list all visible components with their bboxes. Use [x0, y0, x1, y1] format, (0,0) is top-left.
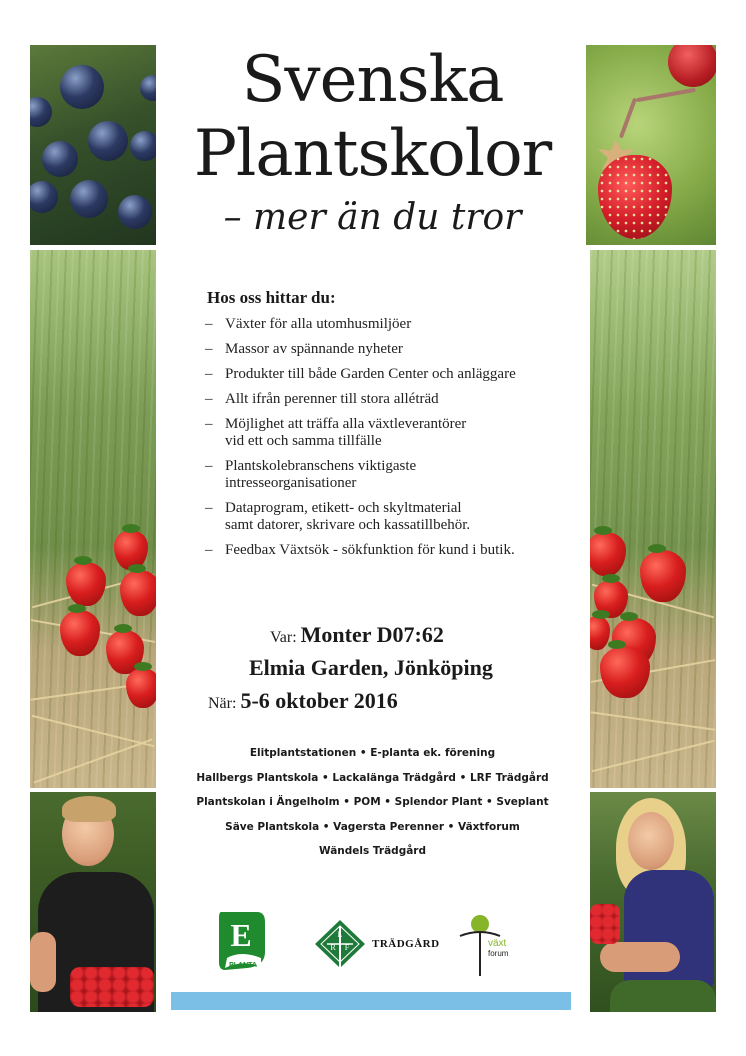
exhibitor-list: [170, 741, 575, 864]
list-item: – Allt ifrån perenner till stora alléträd: [205, 391, 439, 407]
list-item: – Massor av spännande nyheter: [205, 341, 403, 357]
exhibitor-line: Elitplantstationen • E-planta ek. förening: [249, 747, 496, 759]
eplanta-logo-icon: [217, 908, 267, 972]
svg-text:F: F: [344, 943, 350, 952]
woman-eating-strawberry-photo: [590, 792, 716, 1012]
dates-value: 5-6 oktober 2016: [240, 688, 398, 713]
svg-text:E: E: [230, 917, 252, 953]
when-label: När:: [208, 695, 237, 712]
event-venue: [249, 655, 493, 681]
lrf-logo-icon: [313, 918, 367, 970]
svg-text:växt: växt: [488, 938, 507, 949]
title-line-1: Svenska: [241, 43, 504, 117]
list-item: – Växter för alla utomhusmiljöer: [205, 316, 412, 332]
features-heading: Hos oss hittar du:: [207, 288, 336, 307]
exhibitor-line: Säve Plantskola • Vagersta Perenner • Växtforum: [225, 820, 520, 833]
event-dates: [208, 688, 398, 714]
grass-strawberries-photo-right: [590, 250, 716, 788]
venue-name: Elmia Garden, Jönköping: [249, 655, 493, 680]
svg-text:PLANTA: PLANTA: [229, 962, 257, 969]
booth-number: Monter D07:62: [300, 622, 444, 647]
grass-strawberries-photo-left: [30, 250, 156, 788]
list-item: – Feedbax Växtsök - sökfunktion för kund i butik.: [205, 542, 515, 558]
list-item: – Produkter till både Garden Center och anläggare: [205, 366, 516, 382]
exhibitor-line: Hallbergs Plantskola • Lackalänga Trädgård • LRF Trädgård: [196, 771, 549, 784]
svg-text:forum: forum: [488, 949, 509, 958]
svg-text:R: R: [330, 943, 336, 952]
wild-strawberry-photo: [586, 45, 716, 245]
subtitle: – mer än du tror: [223, 197, 522, 238]
list-item: – Möjlighet att träffa alla växtleverantörer vid ett och samma tillfälle: [205, 416, 467, 449]
accent-bar: [171, 992, 571, 1010]
features-list: [205, 316, 575, 567]
event-booth: [270, 622, 444, 648]
list-item: – Plantskolebranschens viktigaste intresseorganisationer: [205, 458, 417, 491]
vaxtforum-logo-icon: [458, 912, 518, 978]
where-label: Var:: [270, 629, 297, 646]
exhibitor-line: Wändels Trädgård: [319, 845, 426, 857]
exhibitor-line: Plantskolan i Ängelholm • POM • Splendor Plant • Sveplant: [196, 796, 549, 808]
lrf-tradgard-text: TRÄDGÅRD: [372, 938, 440, 950]
svg-text:L: L: [337, 930, 343, 939]
man-with-strawberries-photo: [30, 792, 156, 1012]
title-line-2: Plantskolor: [193, 117, 552, 191]
blueberries-photo: [30, 45, 156, 245]
list-item: – Dataprogram, etikett- och skyltmaterial samt datorer, skrivare och kassatillbehör.: [205, 500, 471, 533]
